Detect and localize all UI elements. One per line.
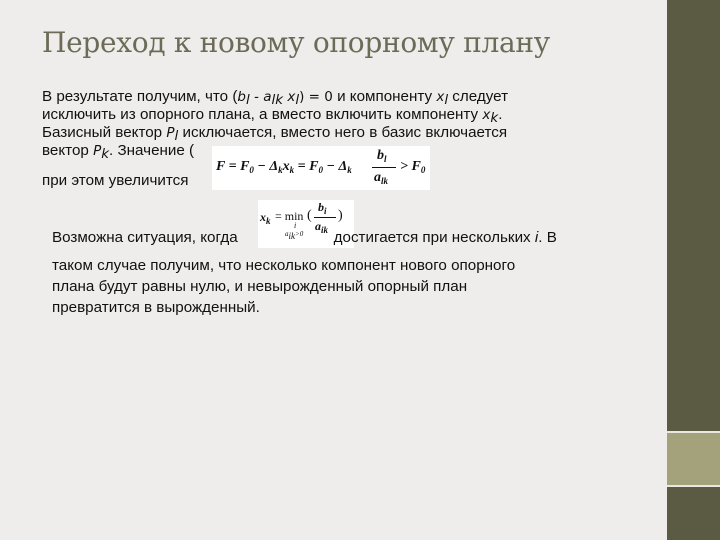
paragraph-2-line-1: Возможна ситуация, когда достигается при нескольких i. В — [52, 229, 557, 246]
paragraph-1-line-4: вектор $P_k$. Значение ( — [42, 142, 195, 162]
sidebar-divider — [667, 485, 720, 487]
decorative-sidebar — [667, 0, 720, 540]
fraction-bar — [314, 217, 336, 218]
fraction-denominator: $a_{lk}$ — [374, 170, 389, 186]
paragraph-1-line-5: при этом увеличится — [42, 172, 189, 189]
paragraph-1-line-2: исключить из опорного плана, а вместо включить компоненту $x_k$. — [42, 106, 503, 126]
paragraph-2 — [52, 229, 642, 318]
paragraph-2-line-2: таком случае получим, что несколько компонент нового опорного — [52, 257, 516, 274]
objective-formula: $F = F_0 - \Delta_kx_k = F_0 - \Delta_k$ $b_l$ $a_{lk}$ > $F_0$ — [212, 146, 430, 190]
sidebar-block-bottom — [667, 486, 720, 540]
fraction-bar — [372, 167, 396, 168]
sidebar-block-middle — [667, 432, 720, 486]
sidebar-divider — [667, 431, 720, 433]
sidebar-block-top — [667, 0, 720, 432]
paragraph-1-line-1: В результате получим, что ($b_l - a_{lk}$ $x_l) = 0$ и компоненту $x_l$ следует — [42, 88, 509, 108]
fraction-numerator: $b_l$ — [377, 148, 387, 164]
paragraph-1-line-3: Базисный вектор $P_l$ исключается, вместо него в базис включается — [42, 124, 508, 144]
paragraph-2-line-3: плана будут равны нулю, и невырожденный опорный план — [52, 278, 468, 295]
slide-title: Переход к новому опорному плану — [42, 26, 550, 59]
min-ratio-formula: $x_k$ = min i $a_{ik}>0$ ( $b_i$ $a_{ik}$ ) — [258, 200, 354, 248]
paragraph-2-line-4: превратится в вырожденный. — [52, 299, 260, 316]
